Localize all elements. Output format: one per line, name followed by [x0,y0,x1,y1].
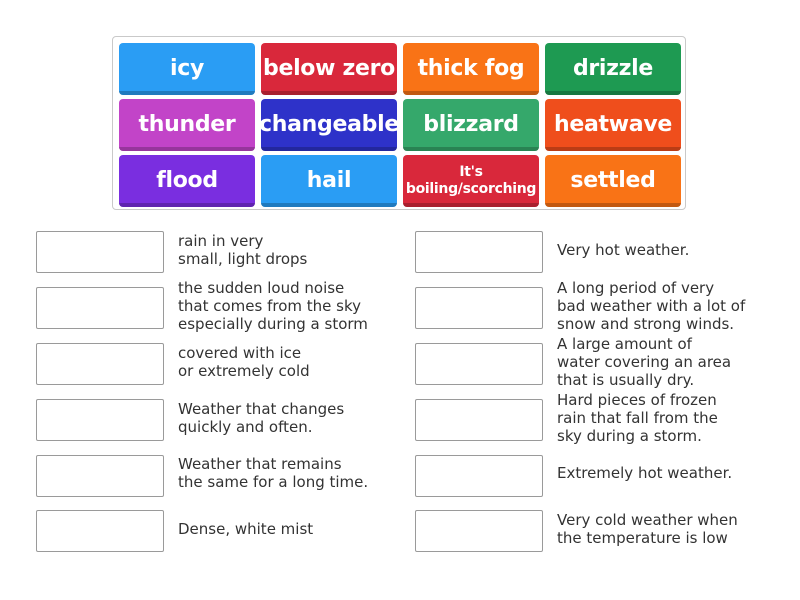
definition-left-1: rain in very small, light drops [178,232,308,268]
drop-zone-right-6[interactable] [415,510,543,552]
definition-left-4: Weather that changes quickly and often. [178,400,345,436]
tile-heatwave[interactable]: heatwave [545,99,681,151]
definition-right-5: Extremely hot weather. [557,464,733,482]
definition-right-1: Very hot weather. [557,241,690,259]
answer-tile-bank [112,36,686,210]
tile-thunder[interactable]: thunder [119,99,255,151]
tile-icy[interactable]: icy [119,43,255,95]
tile-below-zero[interactable]: below zero [261,43,397,95]
drop-zone-left-3[interactable] [36,343,164,385]
drop-zone-right-1[interactable] [415,231,543,273]
definition-right-6: Very cold weather when the temperature is low [557,511,738,547]
tile-thick-fog[interactable]: thick fog [403,43,539,95]
tile-its-boiling-scorching[interactable]: It's boiling/scorching [403,155,539,207]
drop-zone-right-2[interactable] [415,287,543,329]
drop-zone-left-6[interactable] [36,510,164,552]
drop-zone-right-4[interactable] [415,399,543,441]
tile-settled[interactable]: settled [545,155,681,207]
drop-zone-left-4[interactable] [36,399,164,441]
drop-zone-right-3[interactable] [415,343,543,385]
definition-left-3: covered with ice or extremely cold [178,344,310,380]
tile-changeable[interactable]: changeable [261,99,397,151]
definition-right-4: Hard pieces of frozen rain that fall from the sky during a storm. [557,391,718,445]
definition-left-5: Weather that remains the same for a long time. [178,455,369,491]
definition-left-2: the sudden loud noise that comes from the sky especially during a storm [178,279,368,333]
tile-hail[interactable]: hail [261,155,397,207]
drop-zone-right-5[interactable] [415,455,543,497]
definition-left-6: Dense, white mist [178,520,314,538]
tile-drizzle[interactable]: drizzle [545,43,681,95]
drop-zone-left-1[interactable] [36,231,164,273]
definition-right-2: A long period of very bad weather with a lot of snow and strong winds. [557,279,746,333]
drop-zone-left-5[interactable] [36,455,164,497]
drop-zone-left-2[interactable] [36,287,164,329]
tile-blizzard[interactable]: blizzard [403,99,539,151]
definition-right-3: A large amount of water covering an area that is usually dry. [557,335,732,389]
tile-flood[interactable]: flood [119,155,255,207]
